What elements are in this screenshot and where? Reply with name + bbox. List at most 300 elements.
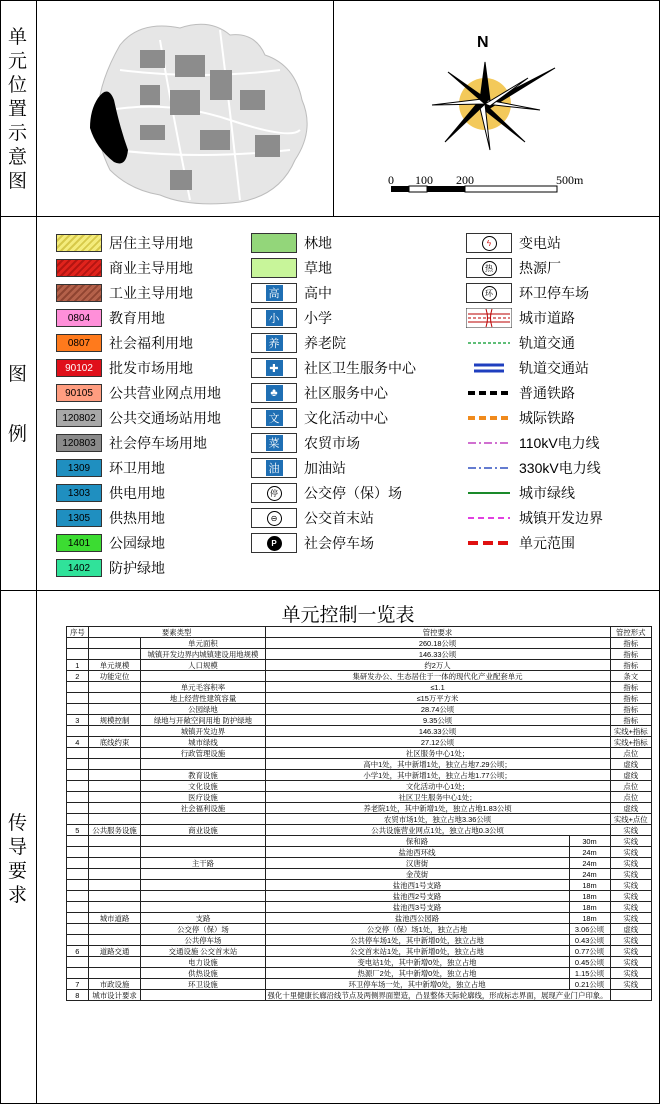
table-cell: 公共停车场1处，其中新增0处，独立占地 [265, 935, 569, 946]
table-row [67, 693, 652, 704]
table-row [67, 660, 652, 671]
legend-label: 教育用地 [109, 310, 165, 326]
table-cell: 社会福利设施 [141, 803, 265, 814]
table-cell: 盐池西1号支路 [265, 880, 569, 891]
legend-swatch [56, 259, 102, 277]
table-cell: 单元规模 [88, 660, 141, 671]
table-cell [88, 682, 141, 693]
table-cell: 指标 [610, 682, 651, 693]
table-cell [67, 704, 89, 715]
table-cell: 约2万人 [265, 660, 610, 671]
table-cell: 3.06公顷 [569, 924, 610, 935]
legend-swatch: 0804 [56, 309, 102, 327]
legend-item: 草地 [251, 257, 332, 279]
table-cell [141, 880, 265, 891]
legend-item: 菜 农贸市场 [251, 432, 360, 454]
table-cell: 实线 [610, 946, 651, 957]
table-row [67, 968, 652, 979]
table-cell: 城镇开发边界 [141, 726, 265, 737]
culture-center-icon: 文 [266, 410, 283, 426]
table-cell [67, 902, 89, 913]
table-cell: 指标 [610, 660, 651, 671]
table-cell: 养老院1处，其中新增1处，独立占地1.83公顷 [265, 803, 610, 814]
table-cell: 指标 [610, 649, 651, 660]
legend-swatch: 1402 [56, 559, 102, 577]
city-road-symbol [466, 308, 512, 328]
nursing-home-icon: 养 [266, 335, 283, 351]
legend-label: 社会福利用地 [109, 335, 193, 351]
health-center-icon: ✚ [266, 360, 283, 376]
table-cell [67, 682, 89, 693]
table-cell: 点位 [610, 792, 651, 803]
development-boundary-symbol [466, 508, 512, 528]
legend-label: 工业主导用地 [109, 285, 193, 301]
table-cell: 社区卫生服务中心1处； [265, 792, 610, 803]
table-cell: 规模控制 [88, 715, 141, 726]
table-cell: 28.74公顷 [265, 704, 610, 715]
table-cell [88, 770, 141, 781]
table-cell: 市政设施 [88, 979, 141, 990]
legend-label: 防护绿地 [109, 560, 165, 576]
table-cell: 27.12公顷 [265, 737, 610, 748]
table-cell: 实线 [610, 968, 651, 979]
intercity-railway-symbol [466, 408, 512, 428]
table-cell [67, 759, 89, 770]
table-cell: 单元毛容积率 [141, 682, 265, 693]
table-cell: 盐池西环线 [265, 847, 569, 858]
table-row [67, 638, 652, 649]
legend-item [56, 432, 207, 454]
table-cell [88, 814, 141, 825]
legend-item: 城际铁路 [466, 407, 575, 429]
table-row [67, 814, 652, 825]
table-row [67, 748, 652, 759]
table-row [67, 990, 652, 1001]
table-cell: 功能定位 [88, 671, 141, 682]
table-cell: 城市绿线 [141, 737, 265, 748]
table-cell: 1.15公顷 [569, 968, 610, 979]
table-cell: 单元面积 [141, 638, 265, 649]
table-cell: 汉唐街 [265, 858, 569, 869]
table-cell: 强化十里健康长廊沿线节点及两侧界面塑造，凸显整体天际轮廓线，形成标志界面，展现产业门户印象。 [265, 990, 610, 1001]
table-cell: 实线 [610, 902, 651, 913]
legend-item: ♣ 社区服务中心 [251, 382, 388, 404]
legend-swatch: 120802 [56, 409, 102, 427]
table-cell: 变电站1处，其中新增0处，独立占地 [265, 957, 569, 968]
table-cell: 24m [569, 869, 610, 880]
bus-depot-icon: 停 [267, 486, 282, 501]
table-row [67, 858, 652, 869]
legend-label: 公共交通场站用地 [109, 410, 221, 426]
section-label-requirements [0, 760, 35, 960]
table-cell: 教育设施 [141, 770, 265, 781]
table-row [67, 891, 652, 902]
legend-label: 社会停车场用地 [109, 435, 207, 451]
legend-label: 批发市场用地 [109, 360, 193, 376]
table-cell: 农贸市场1处，独立占地3.36公顷 [265, 814, 610, 825]
table-cell: 高中1处，其中新增1处，独立占地7.29公顷； [265, 759, 610, 770]
table-cell: 城市设计要求 [88, 990, 141, 1001]
legend-item: 热 热源厂 [466, 257, 561, 279]
table-row [67, 836, 652, 847]
table-cell: 指标 [610, 638, 651, 649]
table-cell: 260.18公顷 [265, 638, 610, 649]
divider-left [36, 0, 37, 1104]
table-cell: 实线+指标 [610, 726, 651, 737]
legend-item: 油 加油站 [251, 457, 346, 479]
table-cell [88, 880, 141, 891]
table-cell: 条文 [610, 671, 651, 682]
table-cell: 3 [67, 715, 89, 726]
legend-item: 单元范围 [466, 532, 575, 554]
legend-item: 高 高中 [251, 282, 332, 304]
table-cell [141, 814, 265, 825]
table-cell: 实线 [610, 880, 651, 891]
table-cell: 盐池西2号支路 [265, 891, 569, 902]
table-row [67, 704, 652, 715]
table-cell [67, 957, 89, 968]
table-cell: 公交首末站1处，其中新增0处，独立占地 [265, 946, 569, 957]
section-label-location [0, 10, 35, 210]
table-row [67, 715, 652, 726]
table-cell [88, 803, 141, 814]
table-cell [67, 781, 89, 792]
table-row [67, 737, 652, 748]
table-cell [67, 748, 89, 759]
legend-label: 供热用地 [109, 510, 165, 526]
table-cell [141, 990, 265, 1001]
table-cell: 绿地与开敞空间用地 防护绿地 [141, 715, 265, 726]
table-cell: 24m [569, 847, 610, 858]
table-cell [67, 693, 89, 704]
table-cell: 保和路 [265, 836, 569, 847]
table-cell [141, 891, 265, 902]
table-cell: 1 [67, 660, 89, 671]
table-cell [88, 935, 141, 946]
table-cell: 9.35公顷 [265, 715, 610, 726]
table-cell: 146.33公顷 [265, 649, 610, 660]
table-cell: 文化设施 [141, 781, 265, 792]
table-cell [88, 836, 141, 847]
table-row [67, 935, 652, 946]
table-row [67, 792, 652, 803]
legend-swatch: 1303 [56, 484, 102, 502]
table-cell: 实线 [610, 825, 651, 836]
power-line-330kv-symbol [466, 458, 512, 478]
table-cell: ≤15万平方米 [265, 693, 610, 704]
legend-item: 环 环卫停车场 [466, 282, 589, 304]
table-row [67, 759, 652, 770]
table-cell: 公园绿地 [141, 704, 265, 715]
table-row [67, 649, 652, 660]
scale-tick-0: 0 [388, 173, 394, 187]
legend-swatch: 90102 [56, 359, 102, 377]
table-row [67, 869, 652, 880]
table-cell: 实线 [610, 847, 651, 858]
table-cell [67, 858, 89, 869]
legend-label: 公共营业网点用地 [109, 385, 221, 401]
table-cell [141, 671, 265, 682]
control-table [66, 626, 652, 1001]
table-cell [67, 913, 89, 924]
table-cell: 实线 [610, 891, 651, 902]
table-cell [88, 759, 141, 770]
legend-item: ϟ 变电站 [466, 232, 561, 254]
legend-item: 养 养老院 [251, 332, 346, 354]
table-cell [67, 968, 89, 979]
table-cell [88, 869, 141, 880]
table-cell [88, 781, 141, 792]
table-cell [67, 935, 89, 946]
legend-swatch [56, 284, 102, 302]
table-row [67, 726, 652, 737]
table-cell: 金茂街 [265, 869, 569, 880]
table-cell [67, 924, 89, 935]
table-cell [610, 990, 651, 1001]
legend-item: P 社会停车场 [251, 532, 374, 554]
power-line-110kv-symbol [466, 433, 512, 453]
table-cell [88, 968, 141, 979]
table-cell: 支路 [141, 913, 265, 924]
legend-item: ✚ 社区卫生服务中心 [251, 357, 416, 379]
table-cell [67, 726, 89, 737]
table-cell: 道路交通 [88, 946, 141, 957]
table-cell: 人口规模 [141, 660, 265, 671]
table-cell [141, 836, 265, 847]
table-cell: 实线 [610, 979, 651, 990]
table-row [67, 770, 652, 781]
district-outline [98, 24, 308, 204]
table-header-row: 序号 要素类型 管控要求 管控形式 [67, 627, 652, 638]
table-cell: 30m [569, 836, 610, 847]
table-cell: 实线 [610, 913, 651, 924]
table-cell: ≤1.1 [265, 682, 610, 693]
table-cell [67, 847, 89, 858]
table-cell: 盐池西公园路 [265, 913, 569, 924]
table-cell: 热源厂2处，其中新增0处，独立占地 [265, 968, 569, 979]
unit-boundary-symbol [466, 533, 512, 553]
high-school-icon: 高 [266, 285, 283, 301]
legend-item [56, 532, 165, 554]
table-cell: 18m [569, 891, 610, 902]
legend-item [56, 357, 193, 379]
table-cell [88, 924, 141, 935]
table-cell: 实线+点位 [610, 814, 651, 825]
legend-item: 城镇开发边界 [466, 507, 603, 529]
legend-label: 居住主导用地 [109, 235, 193, 251]
table-cell: 点位 [610, 748, 651, 759]
legend-item [56, 382, 221, 404]
legend-label: 公园绿地 [109, 535, 165, 551]
table-cell: 环卫设施 [141, 979, 265, 990]
table-cell: 商业设施 [141, 825, 265, 836]
table-cell: 0.45公顷 [569, 957, 610, 968]
table-cell: 城市道路 [88, 913, 141, 924]
table-cell: 146.33公顷 [265, 726, 610, 737]
table-cell: 指标 [610, 693, 651, 704]
table-row [67, 902, 652, 913]
legend-swatch: 1305 [56, 509, 102, 527]
section-label-text: 传导要求 [7, 813, 27, 906]
table-cell: 实线 [610, 836, 651, 847]
gas-station-icon: 油 [266, 460, 283, 476]
legend-swatch: 1309 [56, 459, 102, 477]
legend-swatch: 90105 [56, 384, 102, 402]
table-cell [88, 638, 141, 649]
table-row [67, 803, 652, 814]
table-cell: 小学1处，其中新增1处，独立占地1.77公顷； [265, 770, 610, 781]
table-cell: 环卫停车场一处，其中新增0处，独立占地 [265, 979, 569, 990]
legend-item [56, 257, 193, 279]
table-cell: 点位 [610, 781, 651, 792]
north-label: N [477, 34, 489, 51]
community-center-icon: ♣ [266, 385, 283, 401]
legend-item: 城市道路 [466, 307, 575, 329]
table-cell: 18m [569, 913, 610, 924]
legend-item [56, 307, 165, 329]
table-cell: 公共停车场 [141, 935, 265, 946]
table-cell [67, 792, 89, 803]
legend-item: 小 小学 [251, 307, 332, 329]
table-cell [88, 957, 141, 968]
table-cell: 6 [67, 946, 89, 957]
table-cell: 城镇开发边界内城镇建设用地规模 [141, 649, 265, 660]
legend-item [56, 557, 165, 579]
table-cell: 虚线 [610, 770, 651, 781]
parking-icon: P [267, 536, 282, 551]
table-cell: 地上经营性建筑容量 [141, 693, 265, 704]
table-cell [67, 649, 89, 660]
table-cell: 主干路 [141, 858, 265, 869]
table-cell: 社区服务中心1处； [265, 748, 610, 759]
table-cell: 虚线 [610, 924, 651, 935]
legend-item [56, 407, 221, 429]
table-cell: 实线 [610, 935, 651, 946]
table-cell: 5 [67, 825, 89, 836]
compass-rose [420, 50, 565, 160]
rail-station-symbol [466, 358, 512, 378]
table-cell: 虚线 [610, 803, 651, 814]
table-cell: 行政管理设施 [141, 748, 265, 759]
legend-item: ⊖ 公交首末站 [251, 507, 374, 529]
location-map [80, 10, 320, 210]
table-cell [88, 792, 141, 803]
table-row [67, 847, 652, 858]
legend-item [56, 482, 165, 504]
market-icon: 菜 [266, 435, 283, 451]
table-cell: 4 [67, 737, 89, 748]
table-cell [88, 704, 141, 715]
divider-map-compass [333, 0, 334, 216]
table-cell: 公共服务设施 [88, 825, 141, 836]
table-cell [88, 726, 141, 737]
table-cell [88, 891, 141, 902]
table-row [67, 946, 652, 957]
table-cell: 指标 [610, 704, 651, 715]
table-cell: 2 [67, 671, 89, 682]
table-cell: 供热设施 [141, 968, 265, 979]
legend-swatch: 0807 [56, 334, 102, 352]
table-cell: 7 [67, 979, 89, 990]
table-cell [141, 759, 265, 770]
table-cell [67, 836, 89, 847]
table-cell: 0.21公顷 [569, 979, 610, 990]
table-cell: 文化活动中心1处； [265, 781, 610, 792]
legend-item: 轨道交通 [466, 332, 575, 354]
legend-item: 林地 [251, 232, 332, 254]
legend-item: 普通铁路 [466, 382, 575, 404]
forest-swatch [251, 233, 297, 253]
divider-row2 [0, 590, 660, 591]
railway-symbol [466, 383, 512, 403]
table-cell [67, 638, 89, 649]
legend-swatch: 1401 [56, 534, 102, 552]
legend-item [56, 332, 193, 354]
substation-icon: ϟ [482, 236, 497, 251]
legend-item [56, 507, 165, 529]
table-cell: 电力设施 [141, 957, 265, 968]
table-cell [67, 869, 89, 880]
legend-item: 330kV电力线 [466, 457, 601, 479]
legend-swatch [56, 234, 102, 252]
table-cell: 公共设施营业网点1处，独立占地0.3公顷 [265, 825, 610, 836]
table-row [67, 924, 652, 935]
table-row [67, 671, 652, 682]
legend-swatch: 120803 [56, 434, 102, 452]
table-cell: 底线约束 [88, 737, 141, 748]
legend-item [56, 457, 165, 479]
table-cell: 0.77公顷 [569, 946, 610, 957]
table-cell: 实线 [610, 869, 651, 880]
table-cell [67, 880, 89, 891]
legend-item: 停 公交停（保）场 [251, 482, 402, 504]
section-label-text: 图例 [7, 364, 27, 445]
legend-item [56, 282, 193, 304]
section-label-legend [0, 300, 35, 510]
table-cell [67, 814, 89, 825]
scale-tick-500m: 500m [556, 173, 584, 187]
table-row [67, 913, 652, 924]
table-row [67, 682, 652, 693]
table-cell: 18m [569, 880, 610, 891]
legend-label: 环卫用地 [109, 460, 165, 476]
scale-tick-200: 200 [456, 173, 474, 187]
sanitation-parking-icon: 环 [482, 286, 497, 301]
table-row [67, 979, 652, 990]
legend-item: 轨道交通站 [466, 357, 589, 379]
table-cell [88, 748, 141, 759]
bus-terminal-icon: ⊖ [267, 511, 282, 526]
table-cell [141, 902, 265, 913]
table-cell: 公交停（保）场1处，独立占地 [265, 924, 569, 935]
table-cell [88, 902, 141, 913]
table-cell: 盐池西3号支路 [265, 902, 569, 913]
legend-label: 商业主导用地 [109, 260, 193, 276]
legend-item: 城市绿线 [466, 482, 575, 504]
table-cell: 实线 [610, 858, 651, 869]
table-cell [88, 858, 141, 869]
legend-label: 供电用地 [109, 485, 165, 501]
table-row [67, 781, 652, 792]
table-row [67, 880, 652, 891]
primary-school-icon: 小 [266, 310, 283, 326]
table-cell: 实线 [610, 957, 651, 968]
table-cell [88, 649, 141, 660]
table-cell: 指标 [610, 715, 651, 726]
legend-item: 文 文化活动中心 [251, 407, 388, 429]
grass-swatch [251, 258, 297, 278]
table-cell: 医疗设施 [141, 792, 265, 803]
